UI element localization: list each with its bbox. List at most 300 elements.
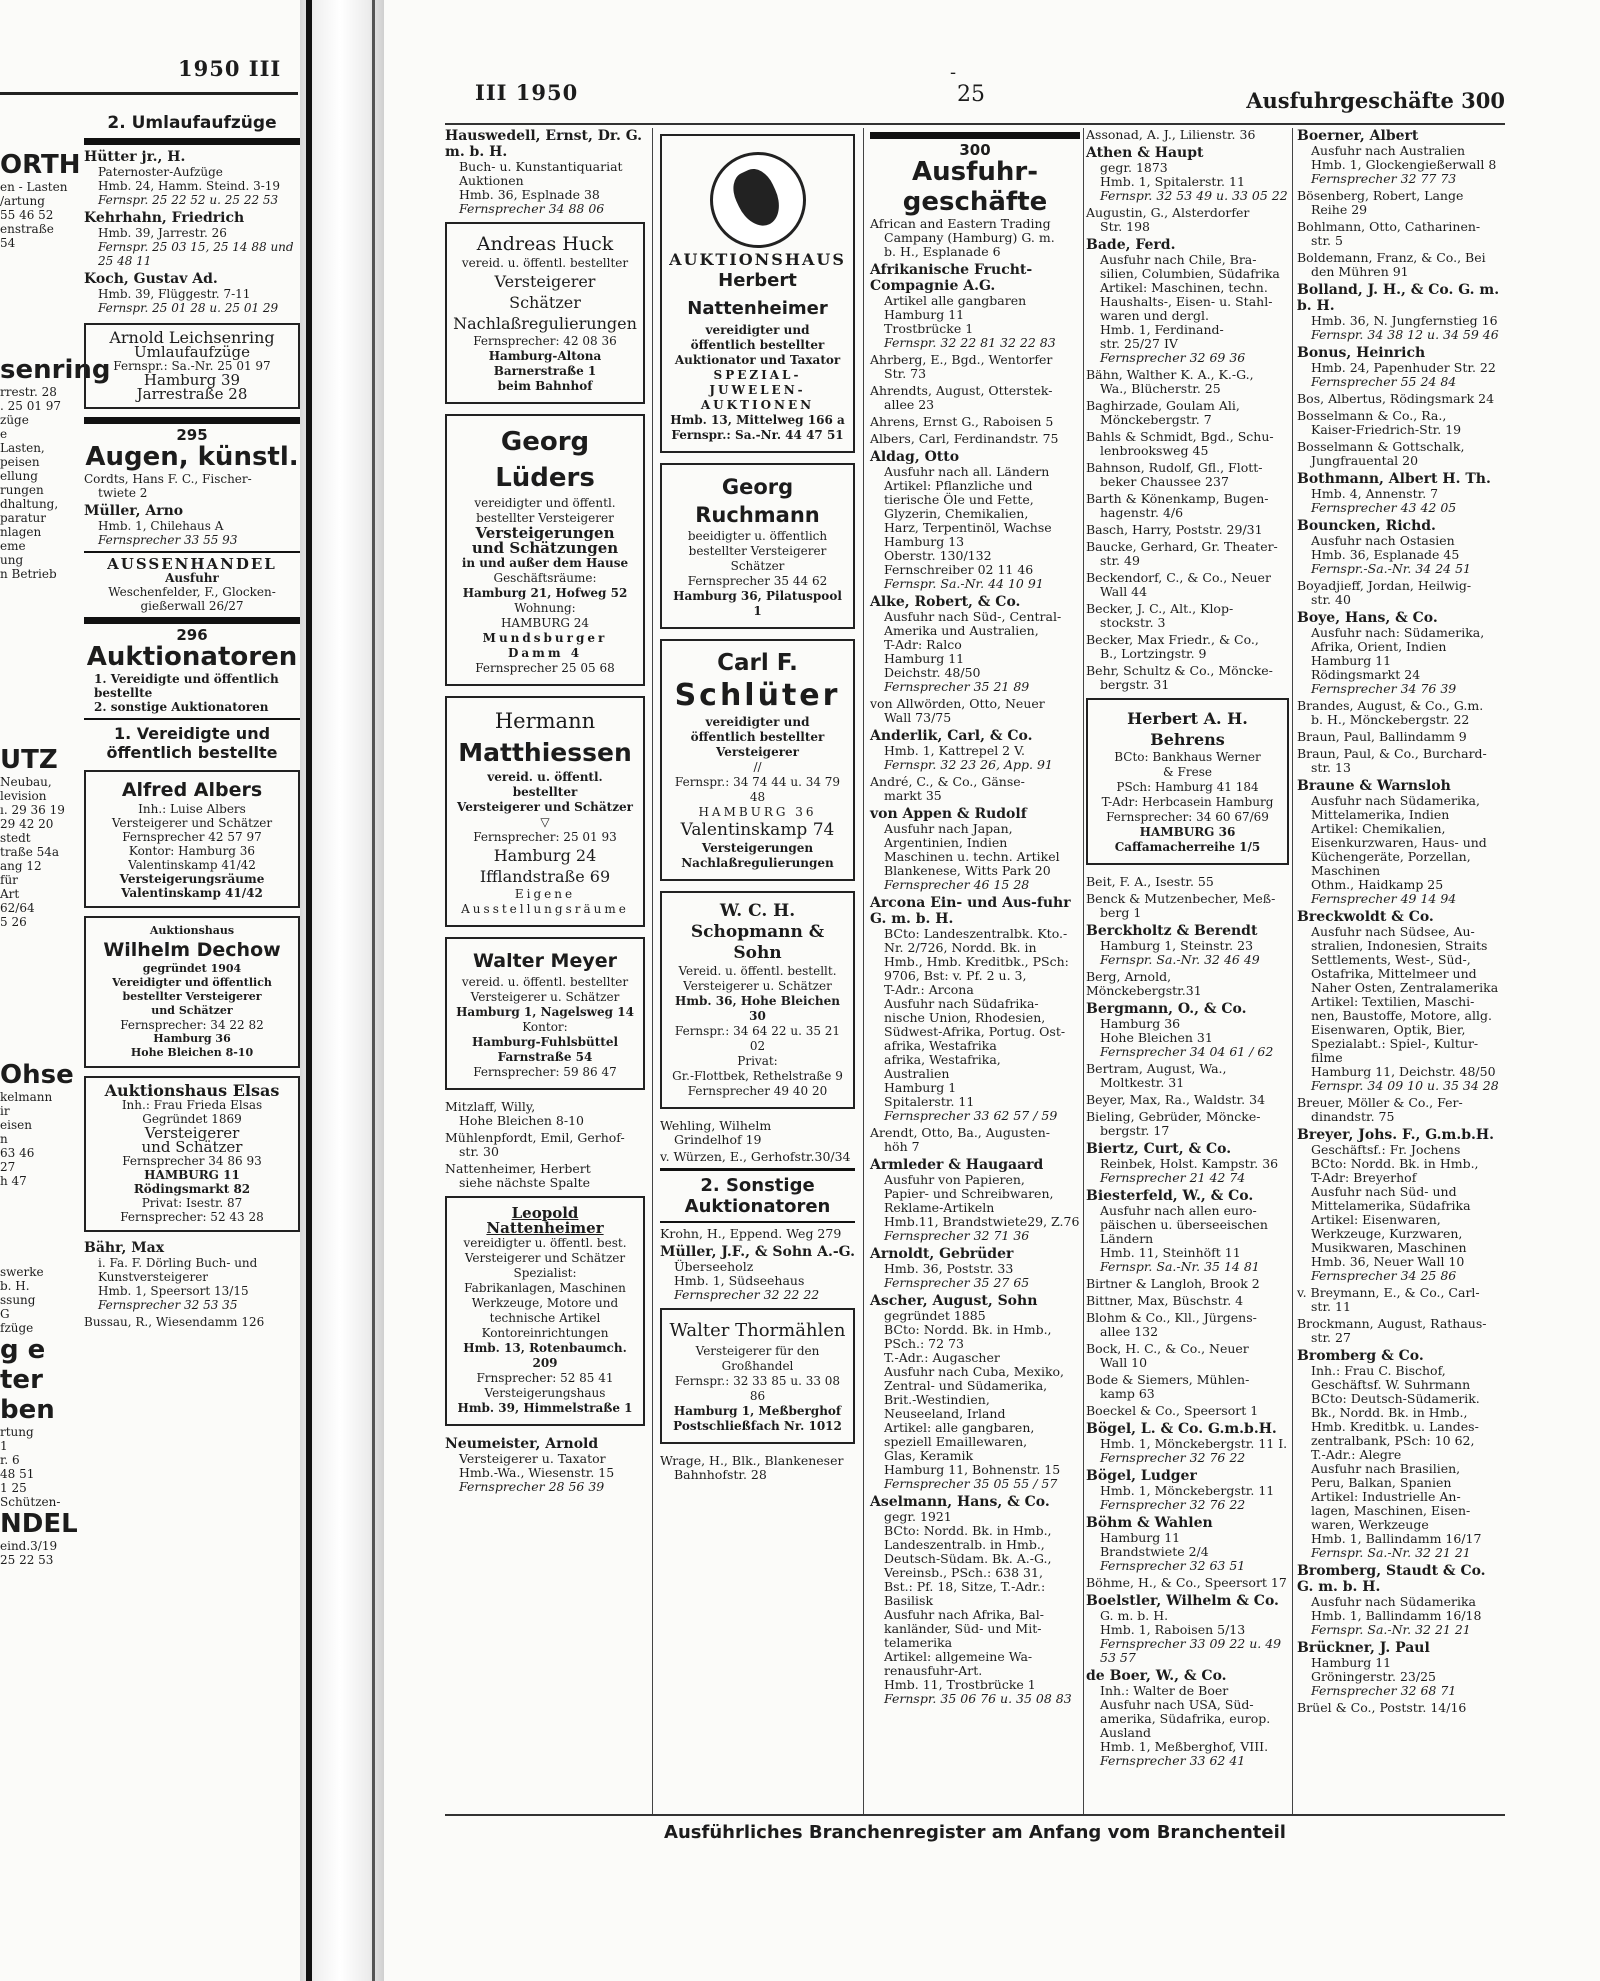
ad-line: Hamburg-Altona [488, 349, 602, 363]
directory-entry [1086, 1294, 1289, 1308]
entry-line: Bähn, Walther K. A., K.-G., [1086, 367, 1254, 382]
entry-line: Jungfrauental 20 [1311, 453, 1419, 468]
entry-line: Ausfuhr von Papieren, [884, 1172, 1025, 1187]
fragment-line: NDEL [0, 1509, 78, 1539]
entry-line: Hamburg 11 [1311, 653, 1392, 668]
entry-line: waren, Werkzeuge [1311, 1517, 1429, 1532]
ad-line: 2. sonstige Auktionatoren [94, 700, 269, 714]
entry-line: waren und dergl. [1100, 308, 1209, 323]
fragment-line: 27 [0, 1160, 16, 1174]
entry-phone: Fernsprecher 32 68 71 [1311, 1683, 1457, 1698]
entry-line: Augustin, G., Alsterdorfer [1086, 205, 1250, 220]
entry-line: Deutsch-Südam. Bk. A.-G., [884, 1551, 1052, 1566]
ad-line: Hmb. 39, Himmelstraße 1 [457, 1401, 633, 1415]
ad-line: Fabrikanlagen, Maschinen [464, 1281, 626, 1295]
ad-meyer [445, 937, 645, 1090]
entry-line: Glyzerin, Chemikalien, [884, 506, 1029, 521]
entry-phone: Fernspr. 25 22 52 u. 25 22 53 [98, 193, 279, 207]
directory-entry [870, 728, 1080, 772]
entry-line: Ausfuhr nach Südafrika- [884, 996, 1039, 1011]
ad-line: Fernsprecher 49 40 20 [687, 1084, 828, 1098]
ad-line: Ifflandstraße 69 [479, 867, 611, 886]
fragment-line: enstraße 54 [0, 222, 54, 250]
fragment-5 [0, 1265, 78, 1567]
ad-line: Hamburg 24 [493, 846, 597, 865]
ad-text [668, 252, 847, 443]
directory-entry [660, 1119, 855, 1147]
fragment-line: G [0, 1307, 10, 1321]
fragment-line: en - Lasten [0, 180, 68, 194]
ad-line: Schopmann & Sohn [690, 922, 825, 963]
fragment-line: fzüge [0, 1321, 34, 1335]
entry-line: Hamburg 11 [1311, 1655, 1392, 1670]
entry-line: Hamburg 11 [884, 307, 965, 322]
entry-line: Auktionen [459, 173, 524, 188]
directory-entry [1086, 368, 1289, 396]
entry-name: Afrikanische Frucht-Compagnie A.G. [870, 262, 1033, 294]
ad-line: JUWELEN- [709, 383, 806, 397]
directory-entry [1086, 633, 1289, 661]
directory-entry [84, 503, 300, 547]
entry-line: Brüel & Co., Poststr. 14/16 [1297, 1700, 1467, 1715]
ad-line: bestellter Versteigerer [122, 990, 262, 1003]
ad-line: Wilhelm Dechow [103, 939, 281, 961]
ad-line: Georg [721, 475, 794, 499]
page-number: 25 [957, 82, 985, 107]
fragment-line: n Betrieb [0, 567, 57, 581]
directory-entry [1297, 579, 1505, 607]
entry-line: beker Chaussee 237 [1100, 474, 1229, 489]
entry-phone: Fernsprecher 35 05 55 / 57 [884, 1476, 1058, 1491]
entry-line: Gröningerstr. 23/25 [1311, 1669, 1436, 1684]
entry-line: Artikel: alle gangbaren, [884, 1420, 1035, 1435]
entry-name: Berckholtz & Berendt [1086, 923, 1258, 939]
entry-line: Zentral- und Südamerika, [884, 1378, 1048, 1393]
fragment-line: Art [0, 887, 20, 901]
entry-name: Biertz, Curt, & Co. [1086, 1141, 1232, 1157]
entry-line: Artikel: allgemeine Wa- [884, 1649, 1033, 1664]
entry-line: b. H., Mönckebergstr. 22 [1311, 712, 1470, 727]
entry-phone: Fernspr. Sa.-Nr. 44 10 91 [884, 576, 1044, 591]
ad-line: Valentinskamp 74 [680, 820, 835, 840]
entry-line: Braun, Paul, Ballindamm 9 [1297, 729, 1467, 744]
ad-line: gießerwall 26/27 [140, 599, 244, 613]
entry-line: Berg, Arnold, Mönckebergstr.31 [1086, 969, 1202, 998]
entry-list [84, 149, 300, 315]
ad-line: und Schätzungen [471, 539, 619, 557]
entry-line: BCto: Deutsch-Südamerik. [1311, 1391, 1480, 1406]
entry-name: Breckwoldt & Co. [1297, 909, 1434, 925]
directory-entry [445, 1100, 645, 1128]
ad-line: Auktionator und Taxator [674, 353, 841, 367]
entry-line: Hmb. 1, Kattrepel 2 V. [884, 743, 1025, 758]
entry-line: twiete 2 [98, 486, 148, 500]
entry-line: Böhme, H., & Co., Speersort 17 [1086, 1575, 1287, 1590]
fragment-line: rungen [0, 483, 44, 497]
entry-line: zentralbank, PSch: 10 62, [1311, 1433, 1475, 1448]
entry-line: Vereinsb., PSch.: 638 31, [884, 1565, 1043, 1580]
fragment-line: eind.3/19 [0, 1539, 58, 1553]
directory-entry [870, 1246, 1080, 1290]
entry-phone: Fernsprecher 34 88 06 [459, 201, 605, 216]
entry-line: allee 23 [884, 397, 935, 412]
entry-line: Benck & Mutzenbecher, Meß- [1086, 891, 1276, 906]
entry-line: Boldemann, Franz, & Co., Bei [1297, 250, 1486, 265]
entry-name: Bouncken, Richd. [1297, 518, 1436, 534]
ad-line: Rödingsmarkt 82 [133, 1182, 251, 1196]
entry-line: Hmb. 1, Mönckebergstr. 11 I. [1100, 1436, 1288, 1451]
ad-line: Fernsprecher 34 86 93 [122, 1154, 262, 1168]
entry-name: Koch, Gustav Ad. [84, 271, 218, 287]
entry-line: Naher Osten, Zentralamerika [1311, 980, 1499, 995]
column-divider [863, 128, 864, 1814]
ad-line: ▽ [540, 815, 550, 829]
entry-line: Artikel: Pflanzliche und [884, 478, 1033, 493]
entry-line: Glas, Keramik [884, 1448, 974, 1463]
entry-phone: Fernsprecher 21 42 74 [1100, 1170, 1246, 1185]
entry-line: Ahrendts, August, Otterstek- [870, 383, 1053, 398]
page-footer: Ausführliches Branchenregister am Anfang vom Branchenteil [664, 1822, 1286, 1843]
ad-line: Gr.-Flottbek, Rethelstraße 9 [672, 1069, 843, 1083]
ad-behrens [1086, 698, 1289, 865]
entry-name: Boerner, Albert [1297, 128, 1419, 144]
entry-phone: Fernspr. 34 38 12 u. 34 59 46 [1311, 327, 1499, 342]
entry-phone: Fernspr. Sa.-Nr. 32 21 21 [1311, 1545, 1471, 1560]
entry-line: gegr. 1921 [884, 1509, 952, 1524]
entry-phone: Fernspr. 32 23 26, App. 91 [884, 757, 1053, 772]
entry-line: Bosselmann & Co., Ra., [1297, 408, 1447, 423]
directory-entry [1297, 747, 1505, 775]
fragment-line: 63 46 [0, 1146, 35, 1160]
ad-line: Hermann [494, 709, 596, 733]
ad-line: // [753, 760, 762, 774]
directory-entry [1086, 206, 1289, 234]
ad-line: Hmb. 36, Hohe Bleichen 30 [675, 994, 840, 1023]
ad-line: vereidigter u. öffentl. best. [463, 1236, 627, 1250]
column-divider [1083, 128, 1084, 1814]
entry-name: Armleder & Haugaard [870, 1157, 1044, 1173]
ad-line: Barnerstraße 1 [493, 364, 597, 378]
entry-line: Hmb. 11, Steinhöft 11 [1100, 1245, 1241, 1260]
entry-line: Spitalerstr. 11 [884, 1094, 975, 1109]
entry-line: Hmb. 36, Esplanade 45 [1311, 547, 1460, 562]
entry-line: Hmb. 1, Ferdinand- [1100, 322, 1224, 337]
directory-entry [1086, 461, 1289, 489]
ad-line: W. C. H. [719, 901, 796, 921]
directory-entry [84, 1315, 300, 1329]
entry-line: Beyer, Max, Ra., Waldstr. 34 [1086, 1092, 1266, 1107]
entry-phone: Fernsprecher 28 56 39 [459, 1479, 605, 1494]
entry-line: Ausfuhr nach Australien [1311, 143, 1466, 158]
ad-thormaehlen [660, 1308, 855, 1444]
ad-line: vereid. u. öffentl. bestellter [461, 975, 629, 989]
entry-list [84, 1240, 300, 1329]
entry-line: Eisenwaren, Optik, Bier, [1311, 1022, 1466, 1037]
ad-line: Ausstellungsräume [461, 902, 629, 916]
entry-line: Maschinen [1311, 863, 1381, 878]
entry-line: Geschäftsf.: Fr. Jochens [1311, 1142, 1461, 1157]
ad-line: Hmb. 13, Mittelweg 166 a [670, 413, 845, 427]
ad-line: Matthiessen [458, 738, 632, 767]
ad-line: Versteigerer und Schätzer [464, 1251, 626, 1265]
ad-line: Valentinskamp 41/42 [121, 886, 263, 900]
section-295 [84, 428, 300, 472]
fragment-line: eisen [0, 1118, 32, 1132]
fragment-line: b. H. [0, 1279, 30, 1293]
directory-entry [1297, 1640, 1505, 1698]
entry-line: Ahrberg, E., Bgd., Wentorfer [870, 352, 1053, 367]
entry-line: Breuer, Möller & Co., Fer- [1297, 1095, 1463, 1110]
ad-leopold-nattenheimer [445, 1196, 645, 1426]
fragment-line: ı. 29 36 19 [0, 803, 65, 817]
subsection-title: 1. Vereidigte und öffentlich bestellte [106, 724, 278, 762]
auction-hammer-logo-icon [710, 152, 806, 248]
entry-phone: Fernspr. Sa.-Nr. 32 21 21 [1311, 1622, 1471, 1637]
entry-line: Settlements, West-, Süd-, [1311, 952, 1471, 967]
section-bar [84, 617, 300, 624]
entry-line: Arendt, Otto, Ba., Augusten- [870, 1125, 1050, 1140]
entry-line: Hmb. 36, Neuer Wall 10 [1311, 1254, 1465, 1269]
entry-phone: Fernsprecher 34 76 39 [1311, 681, 1457, 696]
ad-line: Ruchmann [695, 503, 820, 527]
entry-line: Reklame-Artikeln [884, 1200, 995, 1215]
ad-line: Vereid. u. öffentl. bestellt. [678, 964, 837, 978]
entry-name: Bonus, Heinrich [1297, 345, 1426, 361]
entry-list [660, 1227, 855, 1302]
ad-line: Fernsprecher 25 05 68 [475, 661, 615, 675]
entry-line: Hamburg 11 [884, 651, 965, 666]
entry-phone: Fernspr. 32 53 49 u. 33 05 22 [1100, 188, 1288, 203]
entry-line: Papier- und Schreibwaren, [884, 1186, 1054, 1201]
entry-line: Hamburg 11, Bohnenstr. 15 [884, 1462, 1061, 1477]
ad-line: Kontoreinrichtungen [481, 1326, 609, 1340]
entry-line: markt 35 [884, 788, 942, 803]
ad-line: HAMBURG 36 [1139, 825, 1236, 839]
directory-entry [1297, 220, 1505, 248]
ad-line: Nachlaßregulierungen [681, 856, 834, 870]
ad-line: Kontor: Hamburg 36 [128, 844, 256, 858]
fragment-line: rrestr. 28 [0, 385, 57, 399]
entry-line: Hmb. 39, Jarrestr. 26 [98, 226, 227, 240]
directory-entry [84, 210, 300, 268]
entry-line: Mönckebergstr. 7 [1100, 412, 1212, 427]
entry-weschenfelder [84, 585, 300, 613]
ad-line: Farnstraße 54 [497, 1050, 593, 1064]
fragment-line: kelmann [0, 1090, 53, 1104]
entry-phone: Fernsprecher 32 69 36 [1100, 350, 1246, 365]
directory-entry [1297, 409, 1505, 437]
ad-schlueter [660, 639, 855, 881]
entry-line: Hmb. 1, Ballindamm 16/17 [1311, 1531, 1482, 1546]
entry-line: den Mühren 91 [1311, 264, 1409, 279]
directory-entry [1297, 730, 1505, 744]
header-rule [445, 123, 1505, 125]
entry-phone: Fernsprecher 34 25 86 [1311, 1268, 1457, 1283]
ad-line: Andreas Huck [476, 233, 614, 255]
directory-entry [870, 895, 1080, 1123]
entry-line: Moltkestr. 31 [1100, 1075, 1185, 1090]
entry-name: Athen & Haupt [1086, 145, 1204, 161]
main-page [445, 0, 1505, 1981]
entry-line: päischen u. überseeischen [1100, 1217, 1268, 1232]
entry-name: Ascher, August, Sohn [870, 1293, 1038, 1309]
ad-line: Spezialist: [513, 1266, 577, 1280]
directory-entry [1086, 892, 1289, 920]
fragment-line: dhaltung, [0, 497, 59, 511]
entry-line: Bst.: Pf. 18, Sitze, T.-Adr.: [884, 1579, 1046, 1594]
directory-entry [870, 432, 1080, 446]
directory-entry [870, 262, 1080, 350]
entry-line: Grindelhof 19 [674, 1132, 762, 1147]
ad-line: AUKTIONEN [700, 398, 815, 412]
ad-line: Fernspr.: Sa.-Nr. 25 01 97 [113, 359, 271, 373]
fragment-line: g e [0, 1335, 46, 1365]
entry-line: Othm., Haidkamp 25 [1311, 877, 1444, 892]
directory-entry [84, 1240, 300, 1312]
entry-line: Ausfuhr nach Afrika, Bal- [884, 1607, 1044, 1622]
fragment-line: ir [0, 1104, 10, 1118]
entry-name: de Boer, W., & Co. [1086, 1668, 1227, 1684]
directory-entry [870, 415, 1080, 429]
ad-line: 1. Vereidigte und öffentlich bestellte [94, 672, 279, 700]
ad-line: Werkzeuge, Motore und [471, 1296, 619, 1310]
entry-line: Artikel alle gangbaren [884, 293, 1027, 308]
ad-line: bestellter Versteigerer [476, 511, 614, 525]
entry-line: str. 30 [459, 1144, 499, 1159]
entry-name: Bögel, Ludger [1086, 1468, 1197, 1484]
directory-entry [1086, 1468, 1289, 1512]
entry-phone: Fernspr. 25 01 28 u. 25 01 29 [98, 301, 279, 315]
directory-entry [84, 472, 300, 500]
entry-line: Birtner & Langloh, Brook 2 [1086, 1276, 1260, 1291]
entry-name: Aldag, Otto [870, 449, 960, 465]
entry-line: Hmb.-Wa., Wiesenstr. 15 [459, 1465, 615, 1480]
ad-line: Versteigerer u. Schätzer [470, 990, 620, 1004]
entry-phone: Fernsprecher 32 63 51 [1100, 1558, 1246, 1573]
entry-line: Argentinien, Indien [884, 835, 1008, 850]
entry-phone: Fernsprecher 33 09 22 u. 49 53 57 [1100, 1636, 1282, 1665]
fragment-line: h 47 [0, 1174, 27, 1188]
ad-line: gegründet 1904 [142, 962, 242, 975]
entry-line: Hohe Bleichen 31 [1100, 1030, 1213, 1045]
entry-line: Bahnson, Rudolf, Gfl., Flott- [1086, 460, 1263, 475]
entry-line: Nr. 2/726, Nordd. Bk. in [884, 940, 1037, 955]
entry-line: Barth & Könenkamp, Bugen- [1086, 491, 1269, 506]
directory-entry [84, 149, 300, 207]
entry-name: Kehrhahn, Friedrich [84, 210, 245, 226]
entry-line: Bock, H. C., & Co., Neuer [1086, 1341, 1249, 1356]
entry-line: Bussau, R., Wiesendamm 126 [84, 1315, 265, 1329]
entry-phone: Fernspr. 35 06 76 u. 35 08 83 [884, 1691, 1072, 1706]
entry-phone: Fernsprecher 32 77 73 [1311, 171, 1457, 186]
entry-name: Müller, J.F., & Sohn A.-G. [660, 1244, 855, 1260]
entry-line: Hmb. 11, Trostbrücke 1 [884, 1677, 1036, 1692]
fragment-line: für [0, 873, 18, 887]
entry-line: Baucke, Gerhard, Gr. Theater- [1086, 539, 1278, 554]
fragment-line: rtung [0, 1425, 34, 1439]
fragment-line: peisen [0, 455, 40, 469]
entry-list [660, 1119, 855, 1164]
entry-line: Kaiser-Friedrich-Str. 19 [1311, 422, 1462, 437]
directory-entry [1297, 1563, 1505, 1637]
ad-leichsenring [84, 323, 300, 409]
ad-line: Carl F. [717, 650, 798, 676]
ad-line: Jarrestraße 28 [136, 385, 248, 403]
entry-name: Bade, Ferd. [1086, 237, 1176, 253]
entry-line: Ausfuhr nach Ostasien [1311, 533, 1455, 548]
ad-line: Fernsprecher: 42 08 36 [473, 334, 617, 348]
directory-entry [870, 217, 1080, 259]
entry-name: Brückner, J. Paul [1297, 1640, 1430, 1656]
ad-line: und Schätzer [141, 1138, 243, 1156]
entry-phone: Fernsprecher 32 71 36 [884, 1228, 1030, 1243]
fragment-line: levision [0, 789, 47, 803]
ad-line: Großhandel [721, 1359, 794, 1373]
directory-entry [1086, 1515, 1289, 1573]
rule [660, 1168, 855, 1171]
directory-entry [1086, 540, 1289, 568]
entry-line: Landeszentralb. in Hmb., [884, 1537, 1045, 1552]
entry-line: Kunstversteigerer [98, 1270, 209, 1284]
ad-line: vereidigter und öffentl. [474, 496, 616, 510]
entry-line: Hamburg 36 [1100, 1016, 1181, 1031]
entry-line: Wall 10 [1100, 1355, 1148, 1370]
entry-name: Müller, Arno [84, 503, 184, 519]
directory-entry [1086, 923, 1289, 967]
ad-line: Vereidigter und öffentlich [112, 976, 272, 989]
entry-phone: Fernspr. Sa.-Nr. 32 46 49 [1100, 952, 1260, 967]
fragment-line: Schützen- [0, 1495, 61, 1509]
fragment-line: senring [0, 355, 111, 385]
entry-line: Hmb. 36, N. Jungfernstieg 16 [1311, 313, 1498, 328]
ad-line: Hamburg 39 [143, 371, 241, 389]
ad-line: Schlüter [674, 678, 841, 713]
directory-entry [1086, 492, 1289, 520]
directory-entry [870, 1494, 1080, 1706]
entry-line: Hohe Bleichen 8-10 [459, 1113, 584, 1128]
entry-line: PSch.: 72 73 [884, 1336, 964, 1351]
ad-line: Schätzer [509, 293, 581, 312]
entry-line: Ausfuhr nach: Südamerika, [1311, 625, 1485, 640]
entry-line: Ausfuhr nach Cuba, Mexiko, [884, 1364, 1065, 1379]
entry-line: Australien [884, 1066, 950, 1081]
entry-line: speziell Emaillewaren, [884, 1434, 1028, 1449]
entry-phone: Fernsprecher 32 76 22 [1100, 1450, 1246, 1465]
ad-line: Kontor: [522, 1020, 568, 1034]
section-296 [84, 628, 300, 672]
entry-line: Mittelamerika, Südafrika [1311, 1198, 1471, 1213]
ad-line: Frnsprecher: 52 85 41 [476, 1371, 614, 1385]
ad-line: Hohe Bleichen 8-10 [130, 1046, 254, 1059]
ad-line: Fernsprecher: 34 60 67/69 [1106, 810, 1269, 824]
entry-name: Biesterfeld, W., & Co. [1086, 1188, 1254, 1204]
ad-line: HAMBURG 36 [698, 805, 817, 819]
directory-entry [1297, 128, 1505, 186]
directory-entry [1086, 1277, 1289, 1291]
directory-entry [1086, 664, 1289, 692]
fragment-line: swerke [0, 1265, 44, 1279]
column-2 [660, 128, 855, 1485]
ad-line: Walter Meyer [472, 950, 617, 972]
entry-line: Hmb. 1, Raboisen 5/13 [1100, 1622, 1246, 1637]
entry-line: Oberstr. 130/132 [884, 548, 992, 563]
entry-phone: Fernsprecher 33 62 57 / 59 [884, 1108, 1058, 1123]
entry-line: T-Adr: Breyerhof [1311, 1170, 1417, 1185]
left-page-header: 1950 III [178, 56, 282, 81]
directory-entry [1086, 399, 1289, 427]
entry-line: Behr, Schultz & Co., Möncke- [1086, 663, 1273, 678]
directory-entry [1086, 237, 1289, 365]
